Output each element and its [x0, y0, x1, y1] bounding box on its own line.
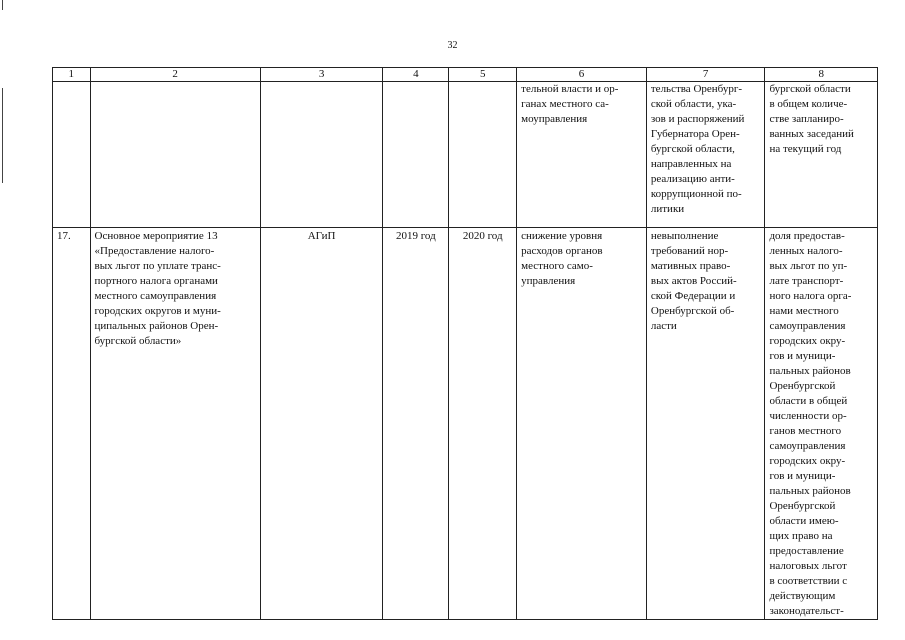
scan-edge-mark — [2, 88, 3, 183]
column-header: 3 — [260, 68, 383, 82]
cell-measure-name: Основное мероприятие 13 «Предоставление налого- вых льгот по уплате транс- портного налога органами местного самоуправления городских округов и муни- ципальных районов Орен- бургской области» — [90, 228, 260, 620]
cell-start-year — [383, 82, 449, 228]
cell-expected-result: тельной власти и ор- ганах местного са- моуправления — [517, 82, 647, 228]
table-row-continuation — [53, 82, 878, 228]
page-number: 32 — [447, 40, 458, 51]
cell-expected-result: снижение уровня расходов органов местного само- управления — [517, 228, 647, 620]
column-header: 8 — [765, 68, 878, 82]
column-header: 7 — [646, 68, 765, 82]
column-header: 4 — [383, 68, 449, 82]
cell-end-year: 2020 год — [449, 228, 517, 620]
column-header: 5 — [449, 68, 517, 82]
column-header: 6 — [517, 68, 647, 82]
measures-table — [52, 67, 878, 620]
cell-start-year: 2019 год — [383, 228, 449, 620]
table-row-17 — [53, 228, 878, 620]
cell-consequences: тельства Оренбург- ской области, ука- зов и распоряжений Губернатора Орен- бургской области, направленных на реализацию анти- коррупционной по- литики — [646, 82, 765, 228]
cell-indicator: доля предостав- ленных налого- вых льгот по уп- лате транспорт- ного налога орга- нами местного самоуправления городских окру- гов и муници- пальных районов Оренбургской области в общей численности ор- ганов местного самоуправления городских окру- гов и муници- пальных районов Оренбургской области имею- щих право на предоставление налоговых льгот в соответствии с действующим законодательст- — [765, 228, 878, 620]
cell-end-year — [449, 82, 517, 228]
column-header: 2 — [90, 68, 260, 82]
cell-number: 17. — [53, 228, 91, 620]
scan-edge-mark — [2, 0, 3, 10]
cell-consequences: невыполнение требований нор- мативных право- вых актов Россий- ской Федерации и Оренбургской об- ласти — [646, 228, 765, 620]
column-header: 1 — [53, 68, 91, 82]
column-number-row — [53, 68, 878, 82]
cell-number — [53, 82, 91, 228]
cell-executor: АГиП — [260, 228, 383, 620]
cell-executor — [260, 82, 383, 228]
cell-indicator: бургской области в общем количе- стве запланиро- ванных заседаний на текущий год — [765, 82, 878, 228]
cell-measure-name — [90, 82, 260, 228]
